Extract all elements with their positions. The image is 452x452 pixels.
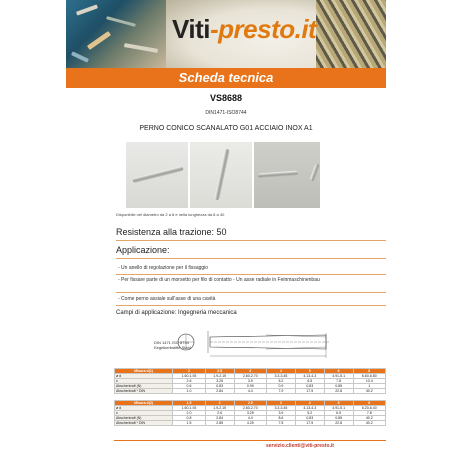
table-cell: 6.5 bbox=[324, 411, 353, 416]
table-cell: 2.60-2.70 bbox=[234, 374, 266, 379]
table-cell: ø d bbox=[115, 406, 173, 411]
table-cell: 5.2 bbox=[266, 379, 295, 384]
table-cell: 6.20-6.40 bbox=[353, 406, 385, 411]
table-cell: 3.3-3.45 bbox=[266, 374, 295, 379]
table-cell: 7.8 bbox=[324, 379, 353, 384]
drawing-label-norm: DIN 1471 ISO 8744 bbox=[154, 340, 189, 345]
tools-photo bbox=[66, 0, 166, 68]
table-cell: 7.5 bbox=[266, 421, 295, 426]
title-bar bbox=[66, 68, 386, 88]
table-cell: 0.99 bbox=[234, 384, 266, 389]
table-cell: 17.5 bbox=[295, 389, 324, 394]
table-cell: Abscherkraft * DIN bbox=[115, 421, 173, 426]
table-cell: Abscherkraft (N) bbox=[115, 384, 173, 389]
logo-main: Viti bbox=[172, 14, 210, 44]
header-banner bbox=[66, 0, 386, 68]
table-cell: 1 bbox=[353, 384, 385, 389]
table-header-cell: 3 bbox=[266, 401, 295, 406]
table-cell: 4.13-4.3 bbox=[295, 406, 324, 411]
product-code: VS8688 bbox=[209, 93, 243, 103]
table-cell: 10.4 bbox=[353, 379, 385, 384]
product-photo-1 bbox=[126, 142, 188, 208]
table-header-cell: 5 bbox=[324, 401, 353, 406]
product-photo-2 bbox=[190, 142, 252, 208]
table-cell: 5.2 bbox=[295, 411, 324, 416]
table-cell: 2.6 bbox=[173, 379, 205, 384]
product-photo-3 bbox=[254, 142, 320, 208]
datasheet bbox=[66, 0, 386, 452]
table-cell: Abscherkraft * DIN bbox=[115, 389, 173, 394]
dimensions-table-2 bbox=[114, 400, 386, 426]
table-header-cell: Misura d(1) bbox=[115, 369, 173, 374]
table-cell: 1.0 bbox=[173, 389, 205, 394]
divider bbox=[116, 274, 386, 275]
table-cell: 17.5 bbox=[295, 421, 324, 426]
table-cell: 2.84 bbox=[205, 416, 234, 421]
table-row bbox=[115, 389, 386, 394]
table-cell: 4.91-5.1 bbox=[324, 406, 353, 411]
application-fields: Campi di applicazione: Ingegneria meccanica bbox=[116, 310, 237, 316]
footer-divider bbox=[114, 440, 386, 441]
table-cell: 2.0 bbox=[173, 411, 205, 416]
logo-accent: -presto.it bbox=[209, 14, 317, 44]
table-cell: c bbox=[115, 379, 173, 384]
table-cell: 4.13-4.3 bbox=[295, 374, 324, 379]
table-cell: 0.85 bbox=[324, 416, 353, 421]
table-cell: 2.60-2.70 bbox=[234, 406, 266, 411]
table-cell: 3.3-3.45 bbox=[266, 406, 295, 411]
table-cell: 4.4 bbox=[234, 389, 266, 394]
table-cell: 1.5 bbox=[173, 421, 205, 426]
table-cell: 7.8 bbox=[353, 411, 385, 416]
brand-logo bbox=[172, 14, 316, 45]
table-cell: 0.9 bbox=[266, 384, 295, 389]
table-cell: 2.6 bbox=[205, 411, 234, 416]
table-cell: 6.5 bbox=[295, 379, 324, 384]
application-item: - Per fissare parte di un morsetto per filo di contatto - Un asse radiale in Feinmaschinenbau bbox=[118, 277, 320, 283]
drawing-label bbox=[154, 340, 191, 350]
table-cell: 8.6 bbox=[266, 416, 295, 421]
divider bbox=[116, 240, 386, 241]
table-cell: 3.25 bbox=[234, 411, 266, 416]
table-header-cell: 2 bbox=[205, 401, 234, 406]
table-cell: 1.9-2.15 bbox=[205, 374, 234, 379]
table-cell: 0.83 bbox=[205, 384, 234, 389]
table-cell: 0.85 bbox=[324, 384, 353, 389]
table-header-cell: 6 bbox=[324, 369, 353, 374]
table-header-cell: 2.5 bbox=[234, 401, 266, 406]
availability-note: Disponibile nel diametro da 2 a 8 e nella lunghezza da 8 a 40 bbox=[116, 212, 225, 217]
table-cell: 0.83 bbox=[295, 416, 324, 421]
divider bbox=[116, 258, 386, 259]
application-heading: Applicazione: bbox=[116, 245, 170, 255]
table-cell: 4.25 bbox=[234, 421, 266, 426]
drawing-label-type: Kegelkerbstifte Stahl bbox=[154, 345, 191, 350]
tensile-strength: Resistenza alla trazione: 50 bbox=[116, 227, 227, 237]
dimensions-table-1 bbox=[114, 368, 386, 394]
table-header-cell: 8 bbox=[353, 369, 385, 374]
table-cell: ø d bbox=[115, 374, 173, 379]
table-cell: 40.2 bbox=[353, 416, 385, 421]
table-cell: 1.9-2.15 bbox=[205, 406, 234, 411]
product-description: PERNO CONICO SCANALATO G01 ACCIAIO INOX A1 bbox=[139, 125, 313, 132]
table-cell: 3.9 bbox=[266, 411, 295, 416]
divider bbox=[116, 292, 386, 293]
table-header-cell: 1.5 bbox=[173, 401, 205, 406]
table-cell: 0.83 bbox=[295, 384, 324, 389]
table-cell: 6.60-6.80 bbox=[353, 374, 385, 379]
application-item: - Un anello di regolazione per il fissaggio bbox=[118, 265, 209, 271]
table-header-cell: Misura d(2) bbox=[115, 401, 173, 406]
table-cell: c bbox=[115, 411, 173, 416]
table-header-cell: 4 bbox=[295, 401, 324, 406]
table-cell: 4.91-5.1 bbox=[324, 374, 353, 379]
table-cell: 1.60-1.93 bbox=[173, 374, 205, 379]
table-cell: 3.25 bbox=[205, 379, 234, 384]
table-cell: 2.84 bbox=[205, 389, 234, 394]
table-cell: 4.4 bbox=[234, 416, 266, 421]
table-header-cell: 6 bbox=[353, 401, 385, 406]
table-cell: 7.9 bbox=[266, 389, 295, 394]
divider bbox=[116, 305, 386, 306]
table-cell: 3.9 bbox=[234, 379, 266, 384]
table-cell: 40.2 bbox=[353, 389, 385, 394]
table-header-cell: 2 bbox=[173, 369, 205, 374]
contact-email: servizio.clienti@viti-presto.it bbox=[266, 443, 334, 449]
table-cell: Abscherkraft (N) bbox=[115, 416, 173, 421]
table-header-cell: 2.5 bbox=[205, 369, 234, 374]
table-row bbox=[115, 421, 386, 426]
product-norm: DIN1471-ISO8744 bbox=[205, 110, 247, 116]
table-header-cell: 3 bbox=[234, 369, 266, 374]
page-title: Scheda tecnica bbox=[178, 70, 274, 85]
application-item: - Come perno assiale sull'asse di una cavità bbox=[118, 296, 216, 302]
table-cell: 22.8 bbox=[324, 389, 353, 394]
table-cell: 0.6 bbox=[173, 384, 205, 389]
table-cell: 40.2 bbox=[353, 421, 385, 426]
table-cell: 22.8 bbox=[324, 421, 353, 426]
table-cell: 2.85 bbox=[205, 421, 234, 426]
screws-photo bbox=[316, 0, 386, 68]
table-header-cell: 4 bbox=[266, 369, 295, 374]
table-header-cell: 5 bbox=[295, 369, 324, 374]
table-cell: 0.8 bbox=[173, 416, 205, 421]
table-cell: 1.60-1.93 bbox=[173, 406, 205, 411]
